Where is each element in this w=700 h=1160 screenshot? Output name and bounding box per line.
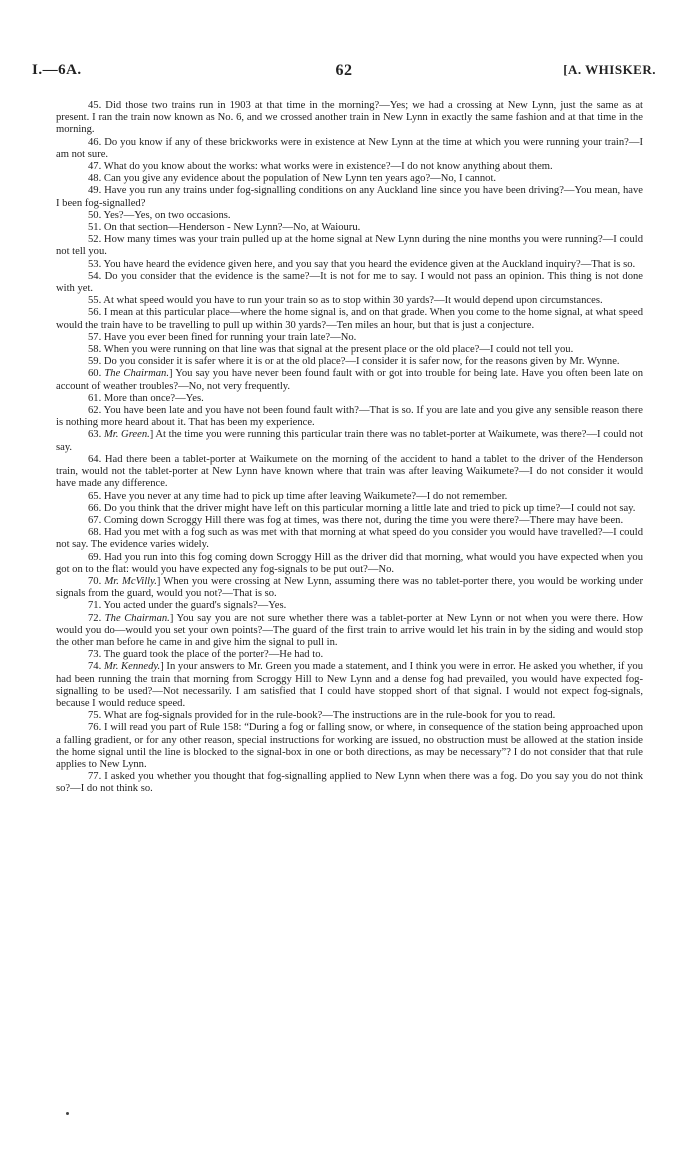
paper-reference: I.—6A. (32, 62, 82, 78)
witness-name: [A. WHISKER. (563, 62, 656, 77)
question-paragraph: 61. More than once?—Yes. (88, 392, 204, 404)
question-paragraph: 63. Mr. Green.] At the time you were running this particular train there was no tablet-porter at Waikumete, was there?—I could not say. (56, 429, 644, 453)
speaker-name: Mr. Green. (103, 429, 150, 441)
speaker-name: Mr. McVilly. (104, 575, 157, 587)
question-paragraph: 69. Had you run into this fog coming down Scroggy Hill as the driver did that morning, what would you have expected when you got on to the flat: would you have expected any fog-signals to be put out?—No. (56, 551, 643, 575)
speaker-name: The Chairman. (104, 368, 170, 380)
question-paragraph: 66. Do you think that the driver might have left on this particular morning a little late and tried to pick up time?—I could not say. (88, 502, 636, 514)
testimony-body (56, 100, 643, 796)
question-paragraph: 72. The Chairman.] You say you are not sure whether there was a tablet-porter at New Lynn or not when you were there. How would you do—would you set your own points?—The guard of the first train to arrive would let his train in by the siding and would stop the other man before he came in and give him the signal to pull in. (56, 612, 643, 648)
question-paragraph: 45. Did those two trains run in 1903 at that time in the morning?—Yes; we had a crossing at New Lynn, just the same as at present. I ran the train now known as No. 6, and we crossed another train in New Lynn in exactly the same fashion and at that time in the morning. (56, 100, 643, 136)
question-paragraph: 53. You have heard the evidence given here, and you say that you heard the evidence given at the Auckland inquiry?—That is so. (88, 258, 636, 270)
question-paragraph: 51. On that section—Henderson - New Lynn?—No, at Waiouru. (88, 222, 361, 234)
question-paragraph: 52. How many times was your train pulled up at the home signal at New Lynn during the nine months you were running?—I could not tell you. (56, 234, 643, 258)
speaker-name: Mr. Kennedy. (103, 661, 161, 673)
question-paragraph: 68. Had you met with a fog such as was met with that morning at what speed do you consider you would have travelled?—I could not say. The evidence varies widely. (56, 527, 643, 551)
question-paragraph: 76. I will read you part of Rule 158: “During a fog or falling snow, or where, in consequence of the station being approached upon a falling gradient, or for any other reason, special instructions for working are issued, no obstruction must be allowed at the station inside the home signal until the line is blocked to the signal-box in one or both directions, as may be necessary”? I do not consider that that rule applies to New Lynn. (56, 722, 643, 770)
question-paragraph: 62. You have been late and you have not been found fault with?—That is so. If you are late and you give any sensible reason there is nothing more heard about it. That has been my experience. (56, 405, 643, 429)
speaker-name: The Chairman. (104, 612, 170, 624)
question-paragraph: 59. Do you consider it is safer where it is or at the old place?—I consider it is safer now, for the reasons given by Mr. Wynne. (88, 356, 620, 368)
question-paragraph: 71. You acted under the guard's signals?—Yes. (88, 600, 287, 612)
stray-mark (66, 1112, 69, 1115)
question-paragraph: 77. I asked you whether you thought that fog-signalling applied to New Lynn when there was a fog. Do you say you do not think so?—I do not think so. (56, 771, 643, 795)
question-paragraph: 58. When you were running on that line was that signal at the present place or the old place?—I could not tell you. (88, 344, 574, 356)
page-header (32, 62, 656, 84)
question-paragraph: 47. What do you know about the works: what works were in existence?—I do not know anything about them. (88, 161, 553, 173)
question-paragraph: 46. Do you know if any of these brickworks were in existence at New Lynn at the time at which you were running your train?—I am not sure. (56, 136, 643, 160)
question-paragraph: 48. Can you give any evidence about the population of New Lynn ten years ago?—No, I cannot. (88, 173, 497, 185)
question-paragraph: 75. What are fog-signals provided for in the rule-book?—The instructions are in the rule-book for you to read. (88, 710, 556, 722)
question-paragraph: 49. Have you run any trains under fog-signalling conditions on any Auckland line since you have been driving?—You mean, have I been fog-signalled? (56, 185, 643, 209)
page-number: 62 (335, 62, 353, 79)
question-paragraph: 56. I mean at this particular place—where the home signal is, and on that grade. When you come to the home signal, at what speed would the train have to be travelling to pull up within 30 yards?—Ten miles an hour, but that is just a conjecture. (56, 307, 643, 331)
question-paragraph: 74. Mr. Kennedy.] In your answers to Mr. Green you made a statement, and I think you were in error. He asked you whether, if you had been running the train that morning from Scroggy Hill to New Lynn and a dense fog had prevailed, you would have expected fog-signalling to be used?—Not necessarily. I am satisfied that I could have stopped short of that signal. I would not expect fog-signals, because I would reduce speed. (56, 661, 643, 709)
question-paragraph: 65. Have you never at any time had to pick up time after leaving Waikumete?—I do not remember. (88, 490, 508, 502)
question-paragraph: 67. Coming down Scroggy Hill there was fog at times, was there not, during the time you were there?—There may have been. (88, 514, 624, 526)
question-paragraph: 70. Mr. McVilly.] When you were crossing at New Lynn, assuming there was no tablet-porter there, you would be working under signals from the guard, would you not?—That is so. (56, 575, 643, 600)
question-paragraph: 50. Yes?—Yes, on two occasions. (88, 209, 231, 221)
question-paragraph: 55. At what speed would you have to run your train so as to stop within 30 yards?—It would depend upon circumstances. (88, 295, 603, 307)
question-paragraph: 57. Have you ever been fined for running your train late?—No. (88, 331, 357, 343)
question-paragraph: 64. Had there been a tablet-porter at Waikumete on the morning of the accident to hand a tablet to the driver of the Henderson train, would not the tablet-porter at New Lynn have known where that train was after leaving Waikumete?—I do not consider it would have made any difference. (56, 453, 643, 490)
question-paragraph: 54. Do you consider that the evidence is the same?—It is not for me to say. I would not pass an opinion. This thing is not done with yet. (56, 270, 643, 295)
question-paragraph: 60. The Chairman.] You say you have never been found fault with or got into trouble for being late. Have you often been late on account of weather troubles?—No, not very frequently. (56, 368, 644, 392)
question-paragraph: 73. The guard took the place of the porter?—He had to. (88, 649, 324, 661)
